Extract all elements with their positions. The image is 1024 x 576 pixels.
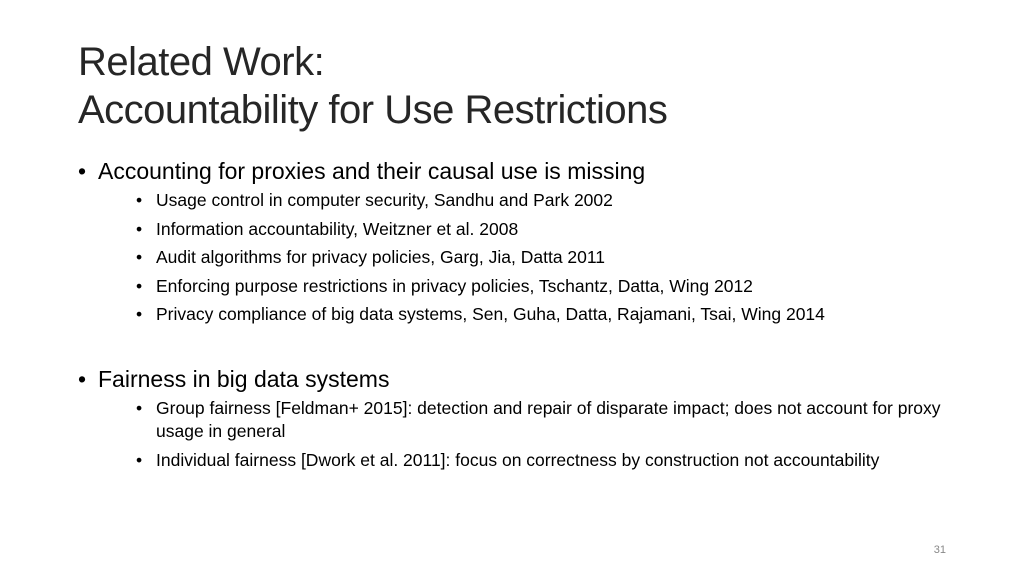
title-line-1: Related Work: <box>78 40 325 84</box>
bullet-icon: • <box>136 247 143 267</box>
bullet-icon: • <box>136 398 143 418</box>
bullet-icon: • <box>78 366 87 392</box>
section-heading: Fairness in big data systems <box>98 366 390 392</box>
bullet-icon: • <box>136 449 143 470</box>
slide-body <box>78 156 978 477</box>
bullet-icon: • <box>136 218 143 239</box>
bullet-icon: • <box>136 190 143 210</box>
sub-bullet-list <box>98 189 978 326</box>
list-item <box>98 246 956 269</box>
section-fairness <box>78 364 978 472</box>
bullet-list <box>78 156 978 472</box>
list-item-text: Audit algorithms for privacy policies, Garg, Jia, Datta 2011 <box>156 247 606 267</box>
slide-title <box>78 38 978 134</box>
list-item <box>98 218 956 241</box>
list-item <box>98 189 956 212</box>
list-item <box>98 275 956 298</box>
list-item-text: Privacy compliance of big data systems, Sen, Guha, Datta, Rajamani, Tsai, Wing 2014 <box>156 304 825 324</box>
list-item-text: Information accountability, Weitzner et al. 2008 <box>156 218 519 239</box>
list-item <box>98 449 956 472</box>
list-item-text: Group fairness [Feldman+ 2015]: detection and repair of disparate impact; does not account for proxy usage in general <box>156 398 941 441</box>
list-item-text: Individual fairness [Dwork et al. 2011]: focus on correctness by construction not accountability <box>156 449 880 470</box>
page-number: 31 <box>933 544 946 556</box>
sub-bullet-list <box>98 397 978 472</box>
bullet-icon: • <box>78 158 87 184</box>
list-item-text: Usage control in computer security, Sandhu and Park 2002 <box>156 190 613 210</box>
list-item-text: Enforcing purpose restrictions in privacy policies, Tschantz, Datta, Wing 2012 <box>156 275 753 296</box>
section-accounting-proxies <box>78 156 978 326</box>
list-item <box>98 303 956 326</box>
section-heading: Accounting for proxies and their causal use is missing <box>98 158 646 184</box>
bullet-icon: • <box>136 275 143 296</box>
bullet-icon: • <box>136 304 143 324</box>
title-line-2: Accountability for Use Restrictions <box>78 88 668 132</box>
list-item <box>98 397 956 443</box>
